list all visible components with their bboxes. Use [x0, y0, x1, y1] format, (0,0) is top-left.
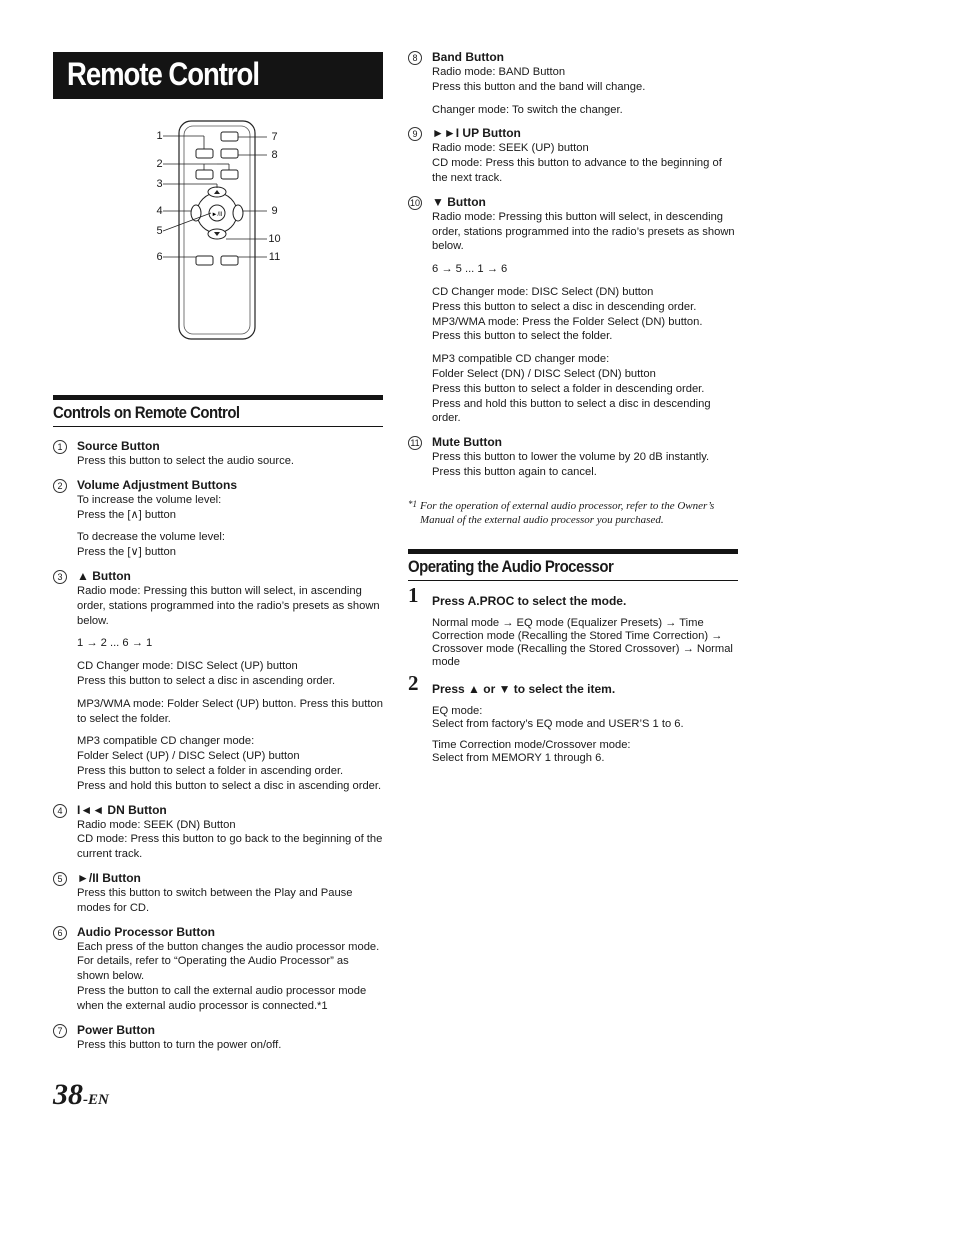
item-line: Press and hold this button to select a disc in descending order.	[432, 397, 711, 425]
page-title: Remote Control	[53, 52, 383, 99]
section-heading-controls: Controls on Remote Control	[53, 395, 383, 427]
item-line: Radio mode: SEEK (DN) Button	[77, 818, 236, 831]
callout-9: 9	[271, 205, 278, 217]
item-line: For details, refer to “Operating the Audio Processor” as shown below.	[77, 955, 349, 983]
item-title: I◄◄ DN Button	[77, 802, 167, 817]
item-line: Press this button to lower the volume by 20 dB instantly.	[432, 451, 710, 464]
item-line: Press this button again to cancel.	[432, 465, 597, 478]
item-line: 1 → 2 ... 6 → 1	[77, 637, 153, 650]
control-item	[53, 803, 383, 862]
item-line: Radio mode: SEEK (UP) button	[432, 142, 589, 155]
item-number: 2	[53, 479, 67, 493]
item-line: MP3/WMA mode: Folder Select (UP) button. Press this button to select the folder.	[77, 697, 383, 725]
item-line: Radio mode: Pressing this button will select, in descending order, stations programmed into the radio’s presets as shown below.	[432, 210, 735, 253]
item-title: ►►I UP Button	[432, 126, 521, 141]
item-line: Press this button to select a disc in ascending order.	[77, 674, 336, 687]
item-line: CD mode: Press this button to go back to the beginning of the current track.	[77, 833, 383, 861]
item-title: ▲ Button	[77, 568, 131, 583]
item-number: 7	[53, 1024, 67, 1038]
item-line: Radio mode: Pressing this button will select, in ascending order, stations programmed into the radio’s presets as shown below.	[77, 584, 380, 627]
step-title: Press A.PROC to select the mode.	[432, 593, 627, 608]
item-title: Audio Processor Button	[77, 924, 216, 939]
control-item	[408, 195, 738, 426]
control-item	[408, 50, 738, 117]
item-title: Source Button	[77, 439, 160, 453]
callout-10: 10	[268, 233, 281, 245]
control-item	[53, 478, 383, 560]
footnote-text: For the operation of external audio processor, refer to the Owner’s Manual of the external audio processor you purchased.	[420, 499, 715, 526]
page-number: 38-EN	[53, 1078, 109, 1111]
item-line: Press this button to select the folder.	[432, 330, 613, 343]
item-line: Folder Select (DN) / DISC Select (DN) button	[432, 367, 656, 380]
item-line: MP3 compatible CD changer mode:	[77, 735, 255, 748]
item-line: Folder Select (UP) / DISC Select (UP) button	[77, 750, 300, 763]
control-item	[53, 569, 383, 794]
item-line: Press this button to turn the power on/off.	[77, 1038, 282, 1051]
step-line: Normal mode → EQ mode (Equalizer Presets) → Time Correction mode (Recalling the Stored Time Correction) → Crossover mode (Recalling the Stored Crossover) → Normal mode	[432, 616, 733, 668]
step-line: Select from MEMORY 1 through 6.	[432, 751, 605, 764]
item-title: ▼ Button	[432, 194, 486, 209]
play-pause-glyph: ►/II	[211, 212, 223, 218]
step	[408, 670, 738, 765]
callout-7: 7	[271, 131, 278, 143]
item-title: Volume Adjustment Buttons	[77, 477, 237, 492]
item-line: Press and hold this button to select a disc in ascending order.	[77, 779, 382, 792]
controls-list-right	[408, 50, 738, 489]
control-item	[53, 925, 383, 1014]
item-line: CD mode: Press this button to advance to the beginning of the next track.	[432, 157, 722, 184]
item-line: Press the [∧] button	[77, 508, 176, 521]
step-line: Select from factory’s EQ mode and USER’S 1 to 6.	[432, 717, 684, 730]
item-line: Press the button to call the external audio processor mode when the external audio processor is connected.*1	[77, 984, 367, 1012]
callout-5: 5	[156, 225, 163, 237]
item-number: 5	[53, 872, 67, 886]
right-column	[408, 50, 738, 779]
item-number: 6	[53, 926, 67, 940]
item-line: Radio mode: BAND Button	[432, 66, 566, 78]
control-item	[53, 439, 383, 469]
item-line: CD Changer mode: DISC Select (DN) button	[432, 285, 654, 298]
footnote-mark: *1	[408, 498, 417, 509]
item-line: 6 → 5 ... 1 → 6	[432, 263, 508, 276]
callout-3: 3	[156, 178, 163, 190]
item-number: 10	[409, 197, 420, 208]
step-line: EQ mode:	[432, 704, 483, 717]
control-item	[53, 1023, 383, 1053]
control-item	[53, 871, 383, 916]
item-line: Press the [∨] button	[77, 546, 176, 559]
item-line: Each press of the button changes the audio processor mode.	[77, 940, 380, 953]
steps-list	[408, 582, 738, 779]
footnote	[408, 499, 738, 527]
remote-drawing	[53, 119, 383, 359]
step-line: Time Correction mode/Crossover mode:	[432, 738, 631, 751]
callout-11: 11	[268, 251, 281, 263]
item-number: 4	[53, 804, 67, 818]
callout-6: 6	[156, 251, 163, 263]
item-line: MP3 compatible CD changer mode:	[432, 353, 610, 366]
item-line: Press this button to select a disc in descending order.	[432, 300, 697, 313]
item-line: To decrease the volume level:	[77, 531, 226, 544]
callout-1: 1	[156, 130, 163, 142]
item-number: 3	[53, 570, 67, 584]
item-number: 8	[408, 51, 422, 65]
remote-illustration	[53, 119, 383, 359]
item-line: Press this button to select a folder in ascending order.	[77, 764, 344, 777]
callout-4: 4	[156, 205, 163, 217]
item-title: Power Button	[77, 1022, 155, 1037]
item-number: 11	[408, 436, 422, 450]
controls-list-left	[53, 439, 383, 1061]
step-title: Press ▲ or ▼ to select the item.	[432, 681, 616, 696]
step-number: 2	[408, 670, 419, 695]
item-line: Press this button to switch between the Play and Pause modes for CD.	[77, 886, 353, 914]
section-heading-audio-processor: Operating the Audio Processor	[408, 549, 738, 581]
item-number: 1	[53, 440, 67, 454]
step	[408, 582, 738, 669]
item-line: Press this button to select a folder in descending order.	[432, 382, 705, 395]
item-line: Changer mode: To switch the changer.	[432, 103, 623, 116]
control-item	[408, 435, 738, 480]
item-number: 9	[408, 127, 422, 141]
callout-8: 8	[271, 149, 278, 161]
control-item	[408, 126, 738, 185]
callout-2: 2	[156, 158, 163, 170]
step-number: 1	[408, 582, 419, 607]
left-column	[53, 52, 383, 1061]
item-title: Mute Button	[432, 435, 502, 450]
item-title: Band Button	[432, 50, 504, 64]
item-line: MP3/WMA mode: Press the Folder Select (DN) button.	[432, 315, 703, 328]
item-line: CD Changer mode: DISC Select (UP) button	[77, 660, 298, 673]
item-line: Press this button to select the audio source.	[77, 455, 295, 467]
item-title: ►/II Button	[77, 870, 141, 885]
item-line: Press this button and the band will change.	[432, 80, 646, 93]
item-line: To increase the volume level:	[77, 493, 222, 506]
